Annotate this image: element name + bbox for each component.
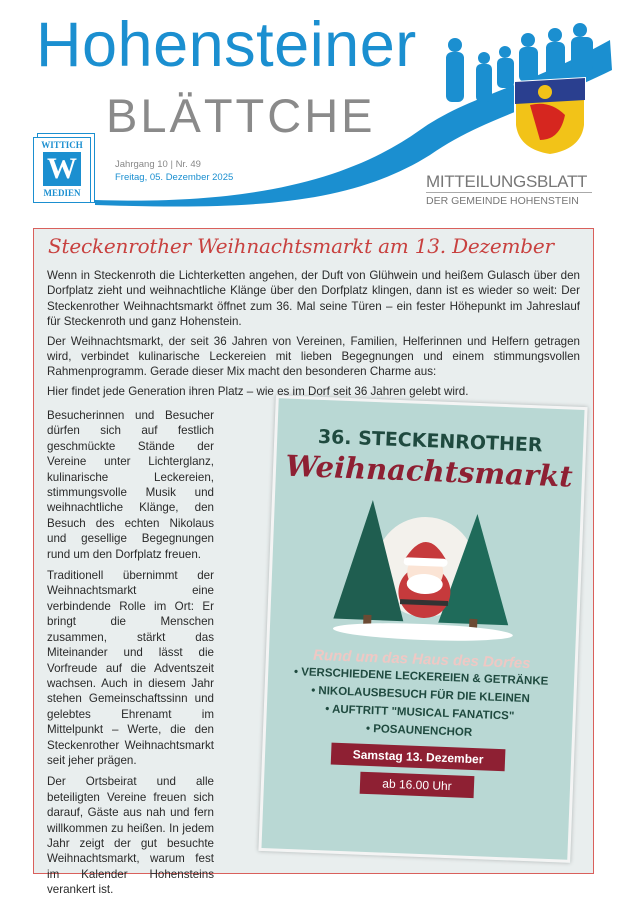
poster-heading: 36. STECKENROTHER [317,425,543,457]
paragraph: Der Ortsbeirat und alle beteiligten Vereine freuen sich darauf, Gäste aus nah und fern willkommen zu heißen. In jedem Jahr zeigt der gut besuchte Weihnachtsmarkt, warum fest im Kalender Hohensteins verankert ist. [47,775,214,897]
wittich-medien-logo [33,133,95,203]
masthead-subtitle: BLÄTTCHE [106,89,376,142]
article-intro [47,268,580,403]
paragraph: Besucherinnen und Besucher dürfen sich auf festlich geschmückte Stände der Vereine unter Lichterglanz, kulinarische Leckereien, stimmungsvolle Musik und weihnachtliche Klänge, den Besuch des echten Nikolaus und gesellige Begegnungen rund um den Dorfplatz freuen. [47,409,214,561]
divider [426,192,592,193]
logo-text-top: WITTICH [41,140,83,150]
municipality-name: DER GEMEINDE HOHENSTEIN [426,195,579,207]
logo-text-bottom: MEDIEN [43,188,81,198]
santa-trees-illustration [323,488,529,646]
article-title: Steckenrother Weihnachtsmarkt am 13. Dezember [48,234,554,258]
coat-of-arms-icon [515,78,585,155]
poster-item: • AUFTRITT "MUSICAL FANATICS" [325,703,515,723]
event-poster [258,395,587,863]
paragraph: Der Weihnachtsmarkt, der seit 36 Jahren von Vereinen, Familien, Helferinnen und Helfern getragen wird, verbindet kulinarische Leckereien mit lieben Begegnungen und einem stimmungsvollen Rahmenprogramm. Gerade dieser Mix macht den besonderen Charme aus: [47,334,580,379]
paragraph: Hier findet jede Generation ihren Platz – wie es im Dorf seit 36 Jahren gelebt wird. [47,384,469,398]
paragraph: Wenn in Steckenroth die Lichterketten angehen, der Duft von Glühwein und heißem Gulasch über den Dorfplatz zieht und weihnachtliche Klänge über den Dorfplatz klingen, dann ist es wieder so weit: Der Steckenrother Weihnachtsmarkt öffnet zum 36. Mal seine Türen – ein fester Höhepunkt im Jahreslauf für Steckenroth und ganz Hohenstein. [47,269,580,329]
logo-w-icon: W [43,152,81,186]
poster-title: Weihnachtsmarkt [284,448,574,494]
issue-date: Freitag, 05. Dezember 2025 [115,172,234,183]
issue-number: Jahrgang 10 | Nr. 49 [115,159,201,170]
poster-time-ribbon: ab 16.00 Uhr [360,772,474,798]
masthead-title: Hohensteiner [36,10,417,80]
paragraph: Traditionell übernimmt der Weihnachtsmarkt eine verbindende Rolle im Ort: Er bringt die Menschen zusammen, stärkt das Miteinander und lässt die Vorfreude auf die Adventszeit wachsen. Auch in diesem Jahr stehen Gemeinschaftssinn und gelebtes Ehrenamt im Mittelpunkt – Werte, die den Steckenrother Weihnachtsmarkt seit jeher prägen. [47,569,214,767]
poster-item: • NIKOLAUSBESUCH FÜR DIE KLEINEN [310,684,530,706]
poster-item: • POSAUNENCHOR [365,722,473,739]
article-column [47,408,214,904]
poster-location: Rund um das Haus des Dorfes [312,646,531,673]
publication-type: MITTEILUNGSBLATT [426,172,588,191]
poster-date-ribbon: Samstag 13. Dezember [330,743,505,772]
poster-item: • VERSCHIEDENE LECKEREIEN & GETRÄNKE [293,666,549,688]
